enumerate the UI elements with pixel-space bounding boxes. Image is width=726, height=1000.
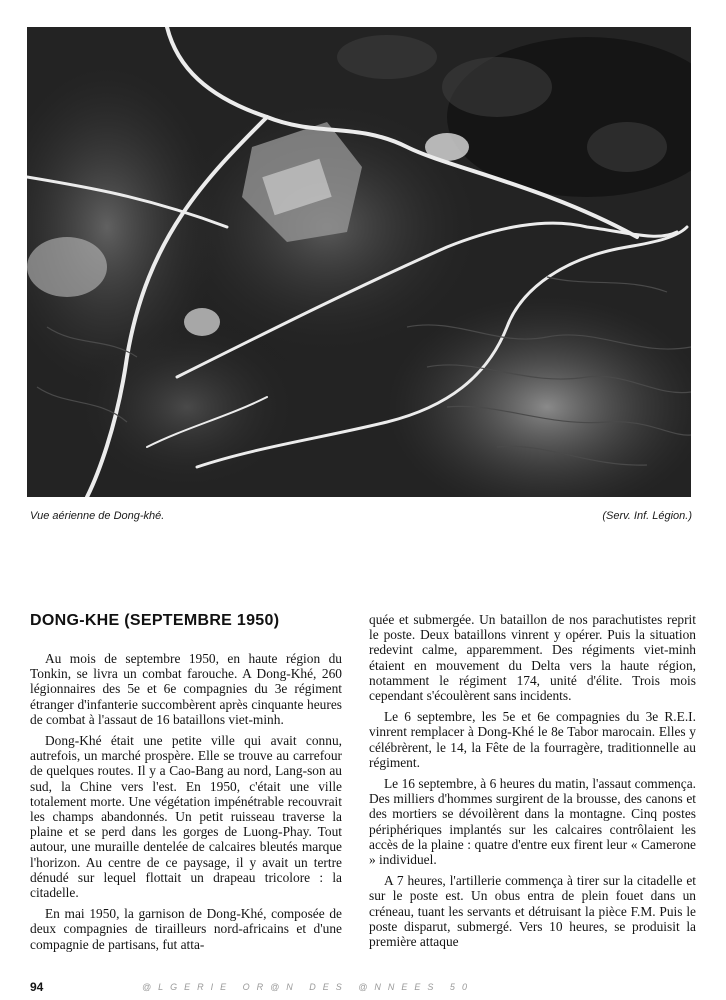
left-column [30, 651, 342, 987]
paragraph: Dong-Khé était une petite ville qui avait connu, autrefois, un marché prospère. Elle se trouve au carrefour de quelques routes. Il y a Cao-Bang au nord, Lang-son au sud, la Chine vers l'est. En 1950, c'était une ville totalement morte. Une végétation impénétrable recouvrait les champs abandonnés. Un petit ruisseau traverse la plaine et se perd dans les gorges de Luong-Phay. Tout autour, une muraille dentelée de calcaires bleutés marque l'horizon. Au centre de ce paysage, il y avait un tertre dénudé sur lequel flottait un drapeau tricolore : la citadelle. [30, 733, 342, 901]
paragraph: En mai 1950, la garnison de Dong-Khé, composée de deux compagnies de tirailleurs nord-africains et d'une compagnie de partisans, fut atta- [30, 906, 342, 952]
footer-watermark: @LGERIE OR@N DES @NNEES 50 [142, 982, 474, 992]
photo-caption: Vue aérienne de Dong-khé. [30, 510, 165, 522]
aerial-photo [27, 27, 691, 497]
photo-credit: (Serv. Inf. Légion.) [602, 510, 692, 522]
paragraph: Le 16 septembre, à 6 heures du matin, l'assaut commença. Des milliers d'hommes surgirent de la brousse, des canons et des mortiers se dévoilèrent dans la montagne. Cinq postes périphériques implantés sur les calcaires contrôlaient les accès de la plaine : quatre d'entre eux firent leur « Camerone » individuel. [369, 776, 696, 868]
article-title: DONG-KHE (SEPTEMBRE 1950) [30, 612, 280, 629]
paragraph: Le 6 septembre, les 5e et 6e compagnies du 3e R.E.I. vinrent remplacer à Dong-Khé le 8e Tabor marocain. Elles y célébrèrent, le 14, la Fête de la fourragère, traditionnelle au régiment. [369, 709, 696, 770]
right-column [369, 612, 696, 987]
paragraph: A 7 heures, l'artillerie commença à tirer sur la citadelle et sur le poste est. Un obus entra de plein fouet dans un créneau, tuant les servants et détruisant la pièce F.M. Puis le poste disparut, submergé. Vers 10 heures, se produisit la première attaque [369, 873, 696, 950]
paragraph: Au mois de septembre 1950, en haute région du Tonkin, se livra un combat farouche. A Dong-Khé, 260 légionnaires des 5e et 6e compagnies du 3e régiment étranger d'infanterie succombèrent après cinquante heures de combat à l'assaut de 16 bataillons viet-minh. [30, 651, 342, 727]
paragraph: quée et submergée. Un bataillon de nos parachutistes reprit le poste. Deux bataillons vinrent y opérer. Puis la situation redevint calme, apparemment. Des régiments viet-minh étaient en mouvement du Delta vers la haute région, notamment le régiment 174, unité d'élite. Trois mois cependant s'écoulèrent sans incidents. [369, 612, 696, 704]
page-number: 94 [30, 980, 44, 994]
aerial-photo-art [27, 27, 691, 497]
